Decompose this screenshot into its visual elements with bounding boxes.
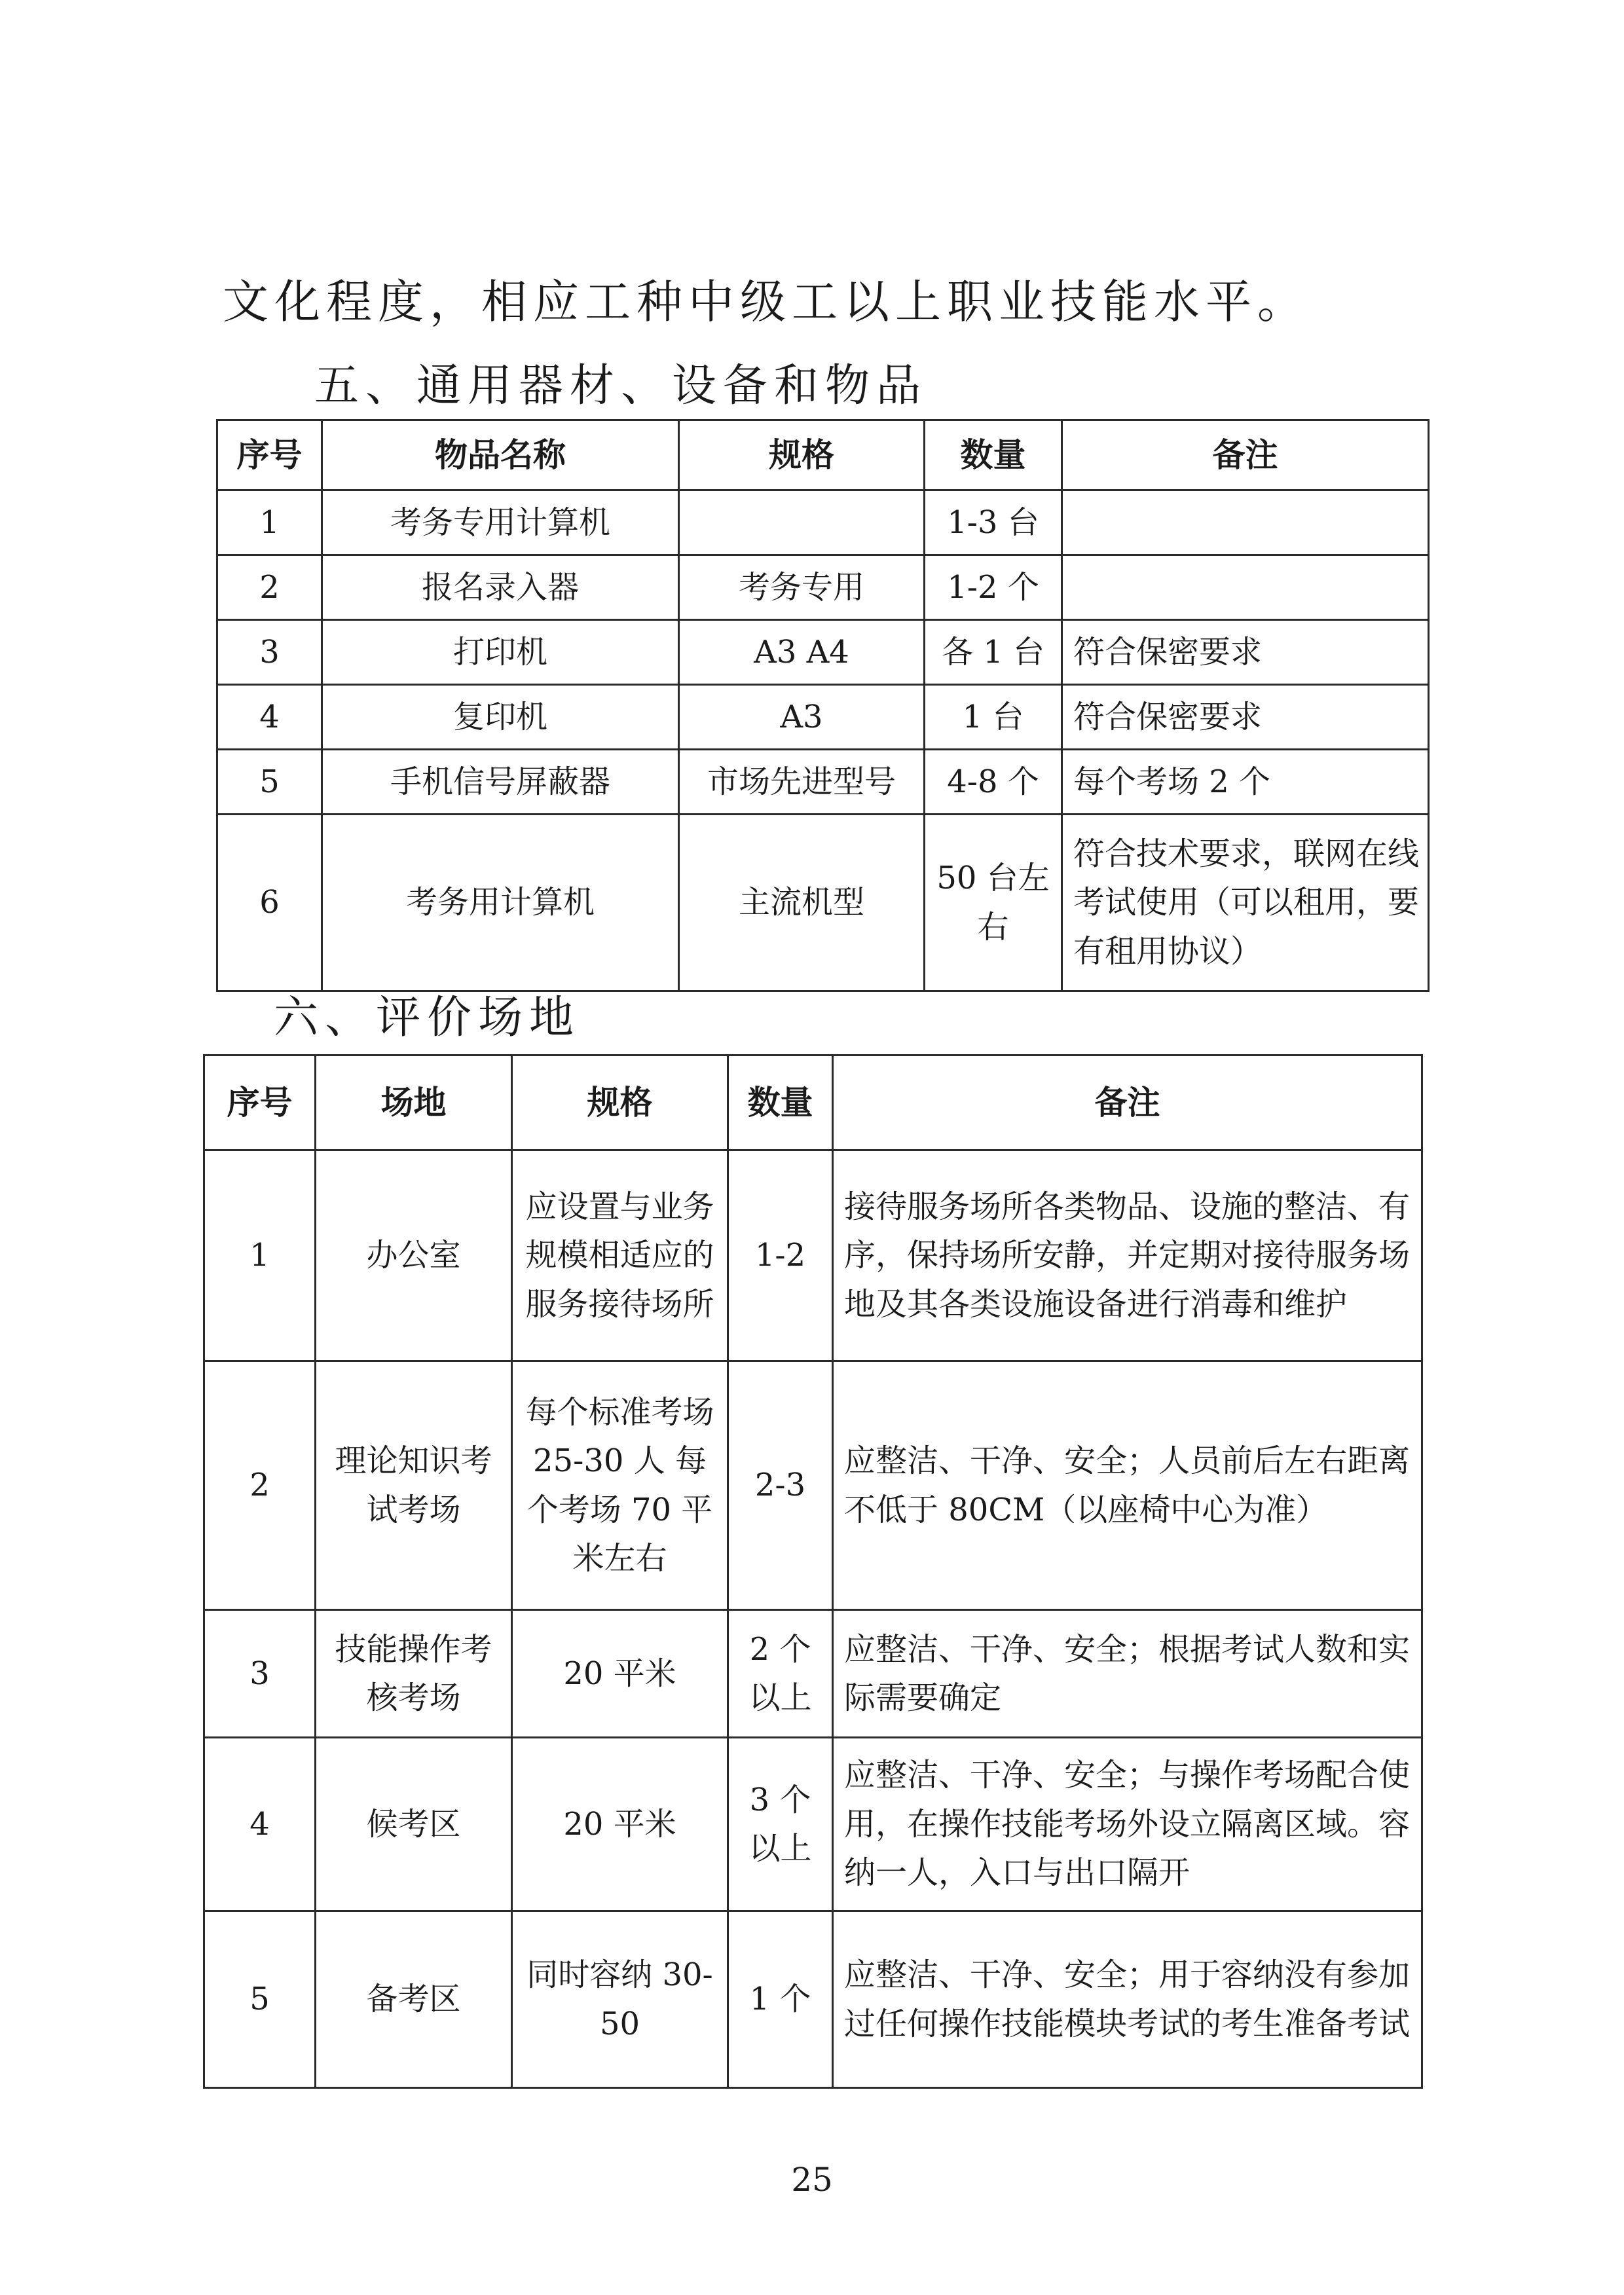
cell-quantity: 3 个以上 xyxy=(728,1738,833,1911)
cell-remark: 应整洁、干净、安全；用于容纳没有参加过任何操作技能模块考试的考生准备考试 xyxy=(833,1911,1422,2088)
equipment-table xyxy=(216,419,1430,992)
header-cell: 数量 xyxy=(925,420,1062,490)
table-row xyxy=(217,620,1429,685)
cell-index: 2 xyxy=(204,1361,316,1610)
header-cell: 物品名称 xyxy=(322,420,679,490)
cell-spec: 20 平米 xyxy=(512,1610,728,1738)
header-cell: 规格 xyxy=(512,1056,728,1150)
cell-remark: 接待服务场所各类物品、设施的整洁、有序，保持场所安静，并定期对接待服务场地及其各类设施设备进行消毒和维护 xyxy=(833,1150,1422,1361)
cell-quantity: 50 台左右 xyxy=(925,815,1062,991)
cell-index: 5 xyxy=(217,750,322,815)
cell-venue: 候考区 xyxy=(316,1738,512,1911)
cell-remark: 应整洁、干净、安全；与操作考场配合使用，在操作技能考场外设立隔离区域。容纳一人，入口与出口隔开 xyxy=(833,1738,1422,1911)
intro-paragraph: 文化程度，相应工种中级工以上职业技能水平。 xyxy=(223,275,1309,329)
page-number: 25 xyxy=(791,2161,833,2199)
table-header-row xyxy=(204,1056,1422,1150)
table-row xyxy=(217,490,1429,555)
section-heading-venue: 六、评价场地 xyxy=(274,992,581,1044)
table-row xyxy=(204,1738,1422,1911)
table-row xyxy=(217,685,1429,750)
cell-index: 4 xyxy=(204,1738,316,1911)
table-row xyxy=(217,555,1429,620)
cell-item-name: 考务专用计算机 xyxy=(322,490,679,555)
header-cell: 场地 xyxy=(316,1056,512,1150)
cell-spec: 同时容纳 30-50 xyxy=(512,1911,728,2088)
cell-index: 3 xyxy=(204,1610,316,1738)
cell-remark: 符合技术要求，联网在线考试使用（可以租用，要有租用协议） xyxy=(1062,815,1429,991)
cell-venue: 技能操作考核考场 xyxy=(316,1610,512,1738)
cell-spec: 每个标准考场 25-30 人 每个考场 70 平米左右 xyxy=(512,1361,728,1610)
cell-venue: 备考区 xyxy=(316,1911,512,2088)
cell-quantity: 1 个 xyxy=(728,1911,833,2088)
cell-quantity: 2 个以上 xyxy=(728,1610,833,1738)
cell-item-name: 手机信号屏蔽器 xyxy=(322,750,679,815)
cell-index: 5 xyxy=(204,1911,316,2088)
cell-remark: 应整洁、干净、安全；人员前后左右距离不低于 80CM（以座椅中心为准） xyxy=(833,1361,1422,1610)
table-row xyxy=(217,815,1429,991)
cell-item-name: 考务用计算机 xyxy=(322,815,679,991)
cell-remark: 应整洁、干净、安全；根据考试人数和实际需要确定 xyxy=(833,1610,1422,1738)
cell-index: 3 xyxy=(217,620,322,685)
header-cell: 规格 xyxy=(679,420,925,490)
venue-table xyxy=(203,1054,1423,2089)
cell-item-name: 复印机 xyxy=(322,685,679,750)
cell-quantity: 2-3 xyxy=(728,1361,833,1610)
cell-spec: 市场先进型号 xyxy=(679,750,925,815)
cell-index: 1 xyxy=(217,490,322,555)
cell-spec xyxy=(679,490,925,555)
header-cell: 序号 xyxy=(217,420,322,490)
table-row xyxy=(217,750,1429,815)
header-cell: 序号 xyxy=(204,1056,316,1150)
cell-index: 4 xyxy=(217,685,322,750)
header-cell: 备注 xyxy=(833,1056,1422,1150)
header-cell: 备注 xyxy=(1062,420,1429,490)
cell-quantity: 各 1 台 xyxy=(925,620,1062,685)
header-cell: 数量 xyxy=(728,1056,833,1150)
cell-remark xyxy=(1062,555,1429,620)
cell-item-name: 报名录入器 xyxy=(322,555,679,620)
cell-remark xyxy=(1062,490,1429,555)
cell-quantity: 1-2 个 xyxy=(925,555,1062,620)
cell-index: 1 xyxy=(204,1150,316,1361)
cell-remark: 符合保密要求 xyxy=(1062,685,1429,750)
table-row xyxy=(204,1911,1422,2088)
cell-remark: 每个考场 2 个 xyxy=(1062,750,1429,815)
cell-spec: 20 平米 xyxy=(512,1738,728,1911)
cell-venue: 理论知识考试考场 xyxy=(316,1361,512,1610)
cell-remark: 符合保密要求 xyxy=(1062,620,1429,685)
cell-venue: 办公室 xyxy=(316,1150,512,1361)
table-row xyxy=(204,1150,1422,1361)
cell-spec: A3 A4 xyxy=(679,620,925,685)
cell-quantity: 4-8 个 xyxy=(925,750,1062,815)
section-heading-equipment: 五、通用器材、设备和物品 xyxy=(314,360,928,412)
table-row xyxy=(204,1361,1422,1610)
cell-spec: 考务专用 xyxy=(679,555,925,620)
cell-spec: A3 xyxy=(679,685,925,750)
cell-quantity: 1-3 台 xyxy=(925,490,1062,555)
cell-item-name: 打印机 xyxy=(322,620,679,685)
cell-quantity: 1 台 xyxy=(925,685,1062,750)
cell-index: 6 xyxy=(217,815,322,991)
cell-index: 2 xyxy=(217,555,322,620)
cell-spec: 主流机型 xyxy=(679,815,925,991)
cell-quantity: 1-2 xyxy=(728,1150,833,1361)
cell-spec: 应设置与业务规模相适应的服务接待场所 xyxy=(512,1150,728,1361)
table-row xyxy=(204,1610,1422,1738)
table-header-row xyxy=(217,420,1429,490)
